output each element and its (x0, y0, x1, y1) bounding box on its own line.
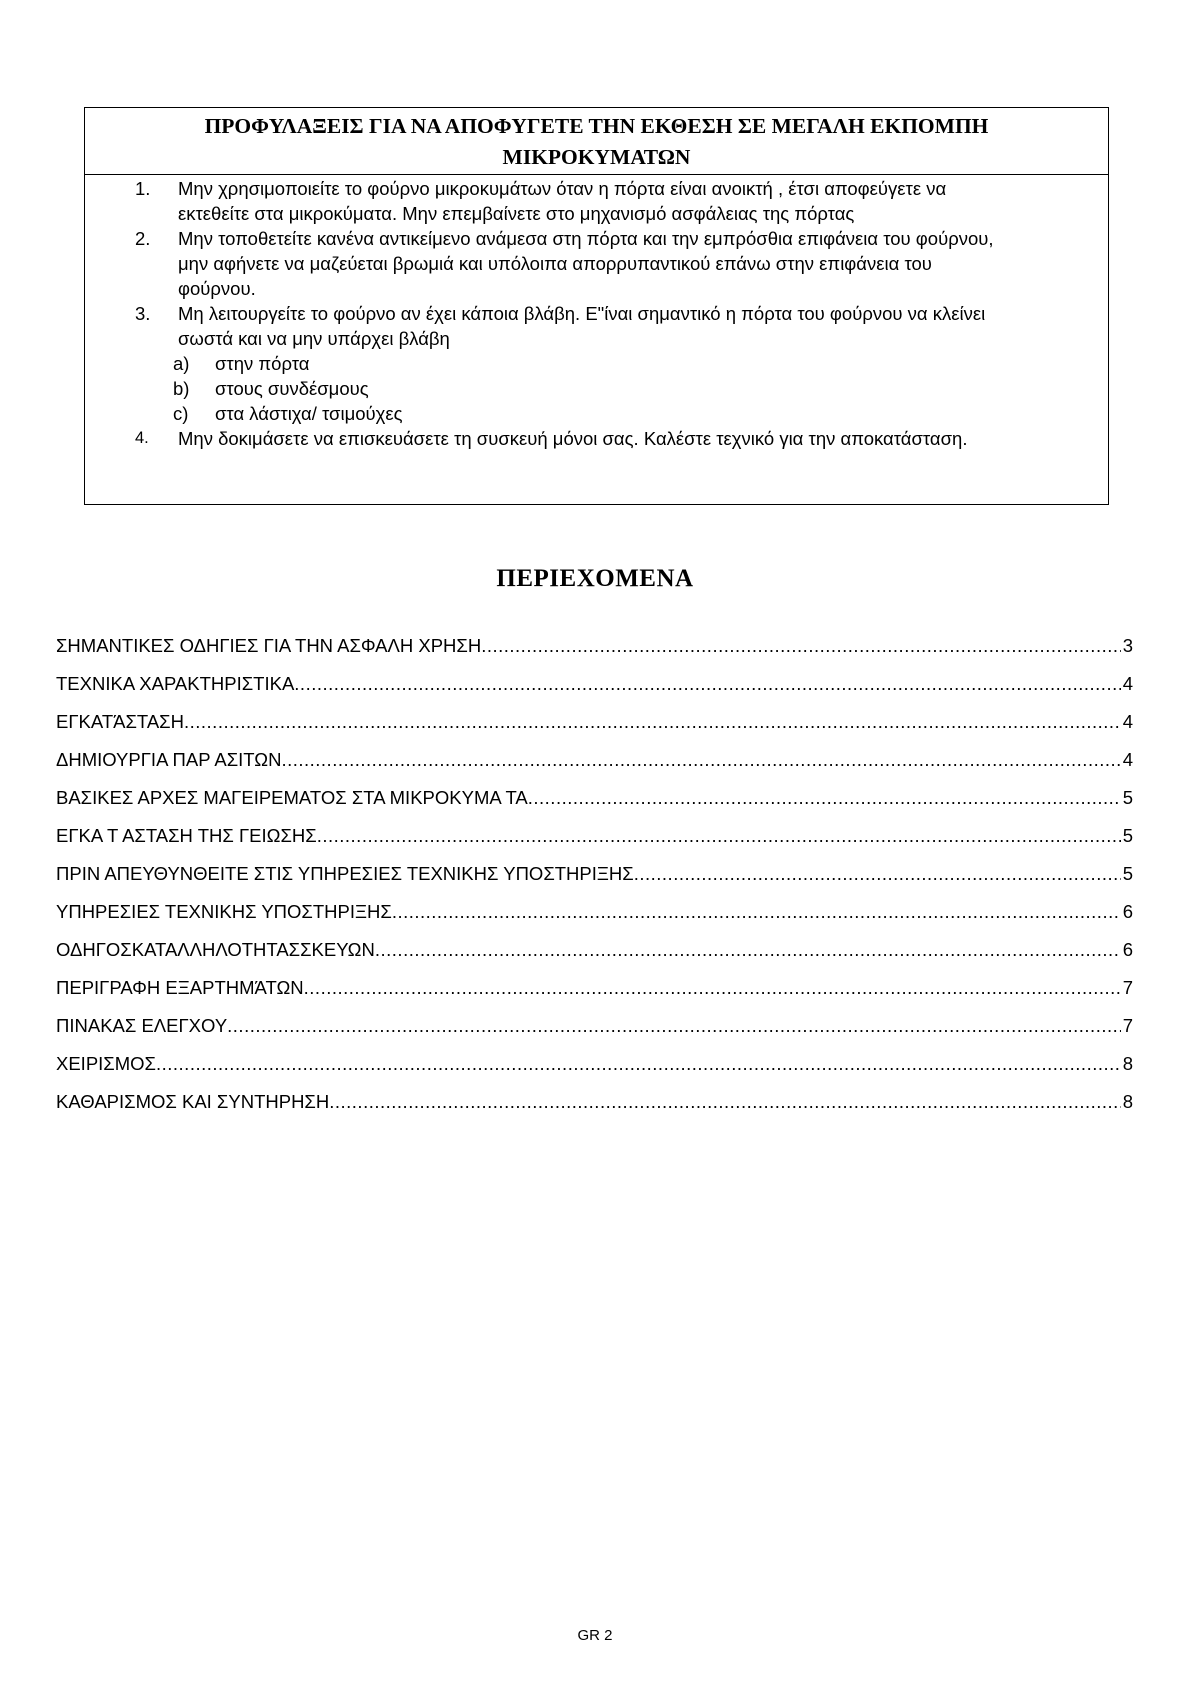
subitem-text: στην πόρτα (215, 353, 310, 374)
precautions-title-line1: ΠΡΟΦΥΛΑΞΕΙΣ ΓΙΑ ΝΑ ΑΠΟΦΥΓΕΤΕ ΤΗΝ ΕΚΘΕΣΗ ΣΕ ΜΕΓΑΛΗ ΕΚΠΟΜΠΗ (204, 114, 989, 138)
subitem-letter: b) (173, 378, 190, 399)
toc-entry[interactable] (56, 708, 1133, 746)
toc-entry-page: 4 (1122, 711, 1133, 732)
toc-entry[interactable] (56, 746, 1133, 784)
toc-dot-leader (156, 1050, 1121, 1078)
toc-dot-leader (329, 1088, 1120, 1116)
toc-entry[interactable] (56, 1050, 1133, 1088)
subitem-letter: c) (173, 403, 189, 424)
precautions-list (85, 175, 1108, 451)
subitem-text: στα λάστιχα/ τσιμούχες (215, 403, 403, 424)
toc-entry-page: 3 (1122, 635, 1133, 656)
precaution-item-3 (85, 301, 1013, 351)
precaution-item-2 (85, 226, 1013, 301)
toc-dot-leader (184, 708, 1121, 736)
toc-dot-leader (634, 860, 1121, 888)
toc-dot-leader (317, 822, 1121, 850)
toc-entry[interactable] (56, 936, 1133, 974)
toc-dot-leader (304, 974, 1121, 1002)
table-of-contents (56, 632, 1133, 1126)
item-text: Μην χρησιμοποιείτε το φούρνο μικροκυμάτων όταν η πόρτα είναι ανοικτή , έτσι αποφεύγετε να εκτεθείτε στα μικροκύματα. Μην επεμβαίνετε στο μηχανισμό ασφάλειας της πόρτας (178, 178, 947, 224)
toc-entry-label: ΧΕΙΡΙΣΜΟΣ (56, 1053, 156, 1074)
toc-entry[interactable] (56, 1012, 1133, 1050)
toc-entry-label: ΚΑΘΑΡΙΣΜΟΣ ΚΑΙ ΣΥΝΤΗΡΗΣΗ (56, 1091, 330, 1112)
toc-entry[interactable] (56, 784, 1133, 822)
toc-entry-page: 4 (1122, 749, 1133, 770)
toc-dot-leader (375, 936, 1121, 964)
toc-entry-label: ΣΗΜΑΝΤΙΚΕΣ ΟΔΗΓΙΕΣ ΓΙΑ ΤΗΝ ΑΣΦΑΛΗ ΧΡΗΣΗ (56, 635, 482, 656)
toc-dot-leader (392, 898, 1121, 926)
toc-entry-label: ΕΓΚΑ Τ ΑΣΤΑΣΗ ΤΗΣ ΓΕΙΩΣΗΣ (56, 825, 317, 846)
toc-entry-page: 5 (1122, 863, 1133, 884)
precautions-box (84, 107, 1109, 505)
precaution-subitem-c (85, 401, 1108, 426)
subitem-text: στους συνδέσμους (215, 378, 369, 399)
toc-entry-page: 8 (1122, 1053, 1133, 1074)
toc-entry-page: 6 (1122, 939, 1133, 960)
toc-entry-label: ΔΗΜΙΟΥΡΓΙΑ ΠΑΡ ΑΣΙΤΩΝ (56, 749, 282, 770)
toc-entry-page: 8 (1122, 1091, 1133, 1112)
precaution-subitem-b (85, 376, 1108, 401)
toc-entry[interactable] (56, 632, 1133, 670)
toc-entry[interactable] (56, 860, 1133, 898)
item-text: Μην δοκιμάσετε να επισκευάσετε τη συσκευή μόνοι σας. Καλέστε τεχνικό για την αποκατάσταση. (178, 428, 968, 449)
toc-entry-label: ΒΑΣΙΚΕΣ ΑΡΧΕΣ ΜΑΓΕΙΡΕΜΑΤΟΣ ΣΤΑ ΜΙΚΡΟΚΥΜΑ ΤΑ (56, 787, 528, 808)
toc-entry-page: 4 (1122, 673, 1133, 694)
toc-dot-leader (227, 1012, 1121, 1040)
toc-entry-page: 7 (1122, 977, 1133, 998)
precaution-subitem-a (85, 351, 1108, 376)
toc-dot-leader (281, 746, 1120, 774)
toc-entry-label: ΤΕΧΝΙΚΑ ΧΑΡΑΚΤΗΡΙΣΤΙΚΑ (56, 673, 295, 694)
toc-dot-leader (528, 784, 1121, 812)
toc-entry-page: 7 (1122, 1015, 1133, 1036)
precaution-item-4 (85, 426, 1013, 451)
precautions-title-line2: ΜΙΚΡΟΚΥΜΑΤΩΝ (502, 145, 691, 169)
subitem-letter: a) (173, 353, 190, 374)
toc-entry-label: ΕΓΚΑΤΆΣΤΑΣΗ (56, 711, 184, 732)
toc-entry-page: 5 (1122, 825, 1133, 846)
toc-entry-label: ΠΙΝΑΚΑΣ ΕΛΕΓΧΟΥ (56, 1015, 228, 1036)
item-text: Μην τοποθετείτε κανένα αντικείμενο ανάμεσα στη πόρτα και την εμπρόσθια επιφάνεια του φούρνου, μην αφήνετε να μαζεύεται βρωμιά και υπόλοιπα απορρυπαντικού επάνω στην επιφάνεια του φούρνου. (178, 228, 994, 299)
precaution-item-1 (85, 176, 1013, 226)
toc-entry-page: 5 (1122, 787, 1133, 808)
item-number: 3. (135, 303, 151, 324)
item-text: Μη λειτουργείτε το φούρνο αν έχει κάποια βλάβη. Ε"ίναι σημαντικό η πόρτα του φούρνου να κλείνει σωστά και να μην υπάρχει βλάβη (178, 303, 986, 349)
toc-entry-label: ΟΔΗΓΟΣΚΑΤΑΛΛΗΛΟΤΗΤΑΣΣΚΕΥΩΝ (56, 939, 375, 960)
toc-entry[interactable] (56, 822, 1133, 860)
toc-entry[interactable] (56, 670, 1133, 708)
item-number: 2. (135, 228, 151, 249)
precautions-title (85, 108, 1108, 175)
toc-entry-label: ΠΕΡΙΓΡΑΦΗ ΕΞΑΡΤΗΜΆΤΩΝ (56, 977, 304, 998)
page-number-footer: GR 2 (577, 1627, 613, 1644)
toc-entry[interactable] (56, 1088, 1133, 1126)
toc-entry-label: ΠΡΙΝ ΑΠΕΥΘΥΝΘΕΙΤΕ ΣΤΙΣ ΥΠΗΡΕΣΙΕΣ ΤΕΧΝΙΚΗΣ ΥΠΟΣΤΗΡΙΞΗΣ (56, 863, 634, 884)
item-number: 4. (135, 429, 149, 447)
toc-entry[interactable] (56, 898, 1133, 936)
toc-entry[interactable] (56, 974, 1133, 1012)
toc-dot-leader (294, 670, 1120, 698)
toc-entry-page: 6 (1122, 901, 1133, 922)
toc-dot-leader (481, 632, 1121, 660)
item-number: 1. (135, 178, 151, 199)
toc-entry-label: ΥΠΗΡΕΣΙΕΣ ΤΕΧΝΙΚΗΣ ΥΠΟΣΤΗΡΙΞΗΣ (56, 901, 392, 922)
contents-title: ΠΕΡΙΕΧΟΜΕΝΑ (496, 565, 694, 592)
